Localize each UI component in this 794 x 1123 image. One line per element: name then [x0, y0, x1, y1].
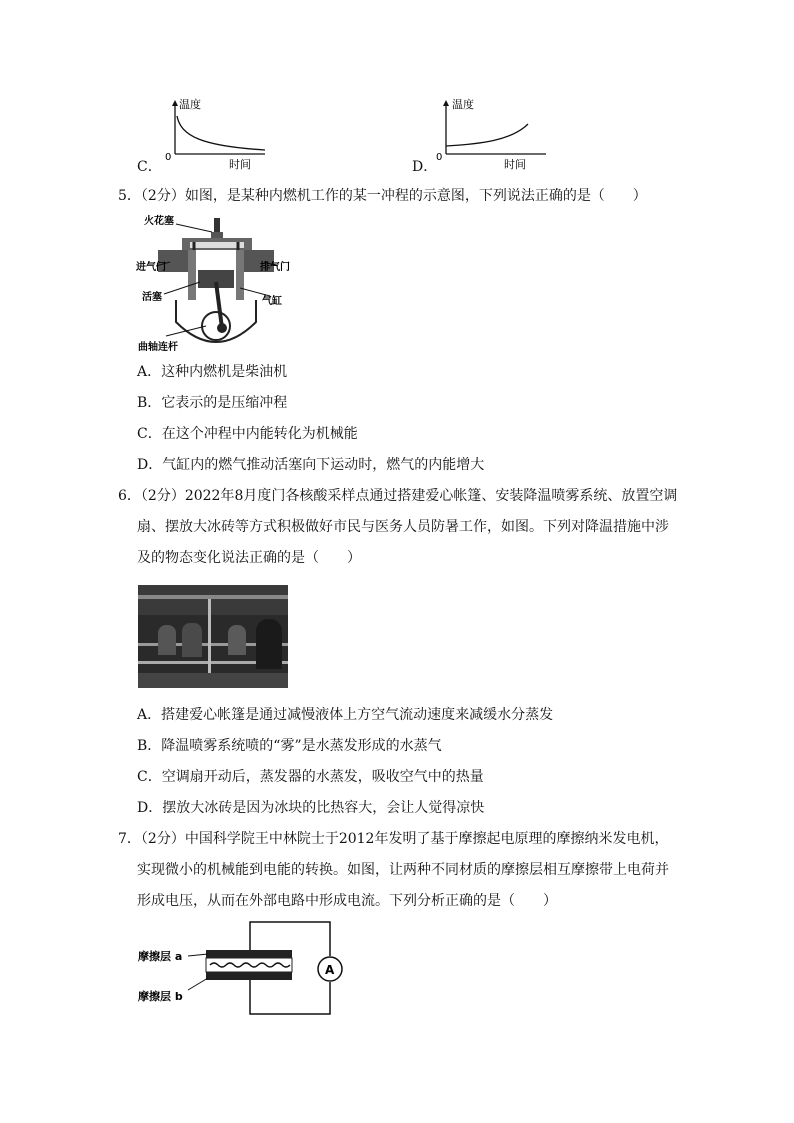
q7-stem-line-1: 7．（2分）中国科学院王中林院士于2012年发明了基于摩擦起电原理的摩擦纳米发电机， [118, 831, 669, 847]
q5-option-b[interactable]: B．它表示的是压缩冲程 [137, 395, 288, 411]
generator-diagram [138, 918, 348, 1020]
label-crank: 曲轴连杆 [138, 342, 178, 353]
q5-option-a[interactable]: A．这种内燃机是柴油机 [137, 364, 288, 380]
label-spark-plug: 火花塞 [144, 216, 174, 227]
q6-option-c[interactable]: C．空调扇开动后，蒸发器的水蒸发，吸收空气中的热量 [137, 769, 484, 785]
option-c-label: C． [137, 159, 162, 175]
q7-stem-line-2: 实现微小的机械能到电能的转换。如图，让两种不同材质的摩擦层相互摩擦带上电荷并 [137, 862, 669, 878]
q6-option-a[interactable]: A．搭建爱心帐篷是通过减慢液体上方空气流动速度来减缓水分蒸发 [137, 707, 554, 723]
option-c-origin: 0 [165, 152, 172, 163]
option-c-xlabel: 时间 [229, 158, 251, 171]
option-d-origin: 0 [436, 152, 443, 163]
q7-stem-line-3: 形成电压，从而在外部电路中形成电流。下列分析正确的是（ ） [137, 893, 557, 909]
option-d-graph [410, 96, 560, 176]
label-intake-valve: 进气门 [136, 262, 166, 273]
tent-photo [138, 585, 288, 688]
q6-stem-line-1: 6．（2分）2022年8月度门各核酸采样点通过搭建爱心帐篷、安装降温喷雾系统、放置空调 [118, 488, 678, 504]
label-layer-a: 摩擦层 a [138, 950, 183, 963]
q6-stem-line-2: 扇、摆放大冰砖等方式积极做好市民与医务人员防暑工作，如图。下列对降温措施中涉 [137, 519, 669, 535]
ammeter-label: A [325, 963, 335, 977]
q6-option-b[interactable]: B．降温喷雾系统喷的“雾”是水蒸发形成的水蒸气 [137, 738, 442, 754]
option-c-ylabel: 温度 [179, 98, 201, 111]
option-d-xlabel: 时间 [504, 158, 526, 171]
engine-diagram [136, 212, 296, 356]
label-cylinder: 气缸 [262, 296, 282, 307]
option-c-graph [135, 96, 275, 176]
q5-option-c[interactable]: C．在这个冲程中内能转化为机械能 [137, 426, 358, 442]
label-exhaust-valve: 排气门 [260, 262, 290, 273]
option-d-plot [432, 96, 558, 172]
q5-stem: 5．（2分）如图，是某种内燃机工作的某一冲程的示意图，下列说法正确的是（ ） [118, 188, 647, 204]
option-c-plot [161, 96, 271, 172]
q6-option-d[interactable]: D．摆放大冰砖是因为冰块的比热容大，会让人觉得凉快 [137, 800, 485, 816]
q5-option-d[interactable]: D．气缸内的燃气推动活塞向下运动时，燃气的内能增大 [137, 457, 485, 473]
label-layer-b: 摩擦层 b [138, 990, 183, 1003]
option-d-ylabel: 温度 [452, 98, 474, 111]
option-d-label: D． [412, 159, 438, 175]
q6-stem-line-3: 及的物态变化说法正确的是（ ） [137, 550, 361, 566]
label-piston: 活塞 [142, 292, 162, 303]
